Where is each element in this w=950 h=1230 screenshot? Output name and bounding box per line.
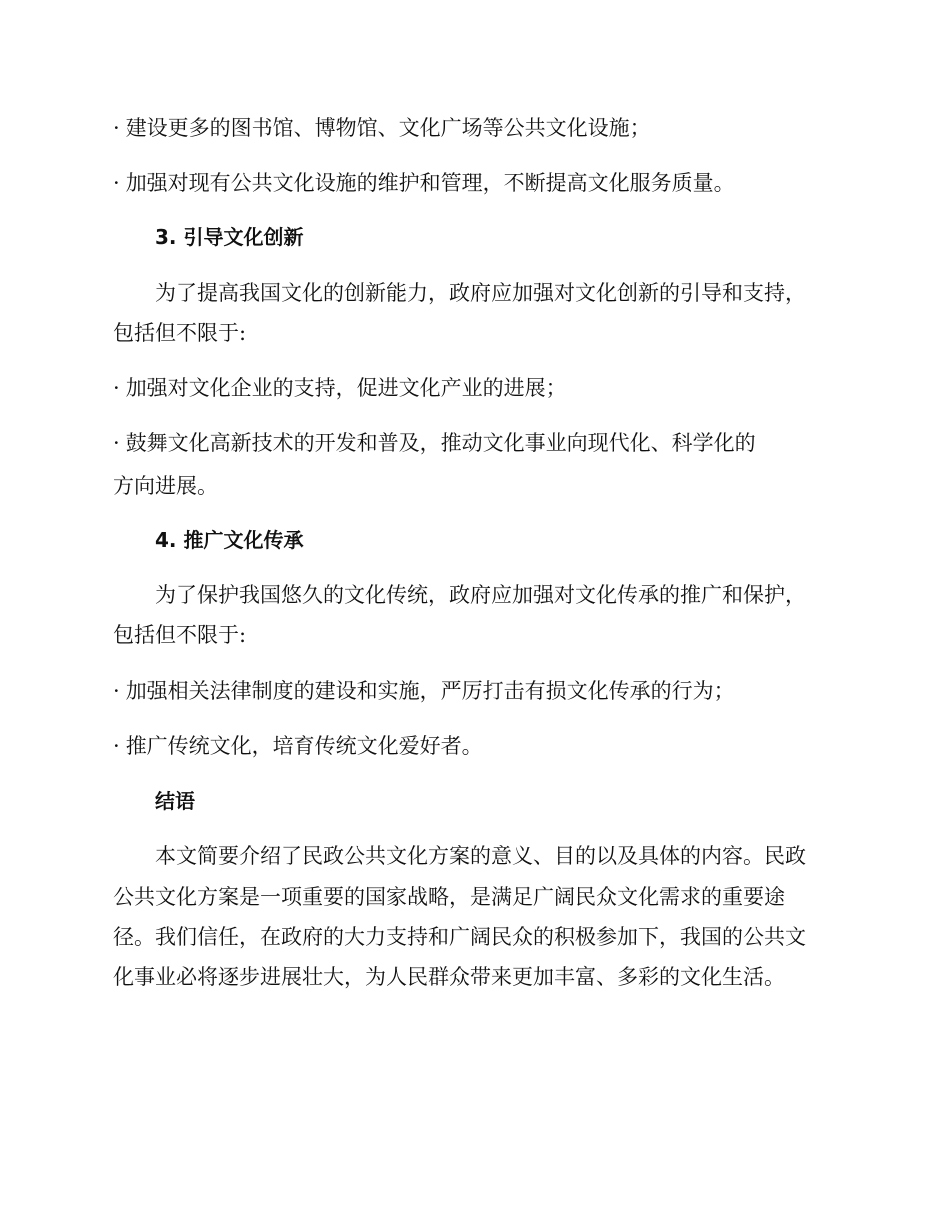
bullet-marker: · bbox=[113, 171, 120, 195]
bullet-marker: · bbox=[113, 431, 120, 455]
bullet-item bbox=[113, 731, 837, 761]
paragraph-line: 包括但不限于: bbox=[113, 321, 247, 345]
bullet-text: 加强对现有公共文化设施的维护和管理，不断提高文化服务质量。 bbox=[125, 171, 735, 195]
bullet-text: 加强对文化企业的支持，促进文化产业的进展； bbox=[125, 376, 567, 400]
bullet-item bbox=[113, 428, 837, 458]
bullet-item bbox=[113, 113, 837, 143]
paragraph-line: 本文简要介绍了民政公共文化方案的意义、目的以及具体的内容。民政 bbox=[155, 844, 806, 868]
bullet-item bbox=[113, 676, 837, 706]
bullet-marker: · bbox=[113, 734, 120, 758]
bullet-text: 鼓舞文化高新技术的开发和普及，推动文化事业向现代化、科学化的 bbox=[125, 431, 756, 455]
paragraph-line: 为了提高我国文化的创新能力，政府应加强对文化创新的引导和支持， bbox=[155, 281, 806, 305]
bullet-marker: · bbox=[113, 376, 120, 400]
paragraph-line: 包括但不限于: bbox=[113, 623, 247, 647]
bullet-continuation: 方向进展。 bbox=[113, 474, 218, 498]
section-heading-4: 4. 推广文化传承 bbox=[155, 528, 304, 552]
bullet-text: 建设更多的图书馆、博物馆、文化广场等公共文化设施； bbox=[125, 116, 651, 140]
bullet-text: 推广传统文化，培育传统文化爱好者。 bbox=[125, 734, 483, 758]
bullet-marker: · bbox=[113, 116, 120, 140]
bullet-text: 加强相关法律制度的建设和实施，严厉打击有损文化传承的行为； bbox=[125, 679, 735, 703]
paragraph-line: 化事业必将逐步进展壮大，为人民群众带来更加丰富、多彩的文化生活。 bbox=[113, 965, 785, 989]
paragraph-line: 径。我们信任，在政府的大力支持和广阔民众的积极参加下，我国的公共文 bbox=[113, 925, 806, 949]
section-heading-3: 3. 引导文化创新 bbox=[155, 225, 304, 249]
paragraph-line: 公共文化方案是一项重要的国家战略，是满足广阔民众文化需求的重要途 bbox=[113, 885, 785, 909]
paragraph-line: 为了保护我国悠久的文化传统，政府应加强对文化传承的推广和保护， bbox=[155, 583, 806, 607]
bullet-item bbox=[113, 373, 837, 403]
bullet-marker: · bbox=[113, 679, 120, 703]
conclusion-heading: 结语 bbox=[155, 789, 195, 813]
bullet-item bbox=[113, 168, 837, 198]
